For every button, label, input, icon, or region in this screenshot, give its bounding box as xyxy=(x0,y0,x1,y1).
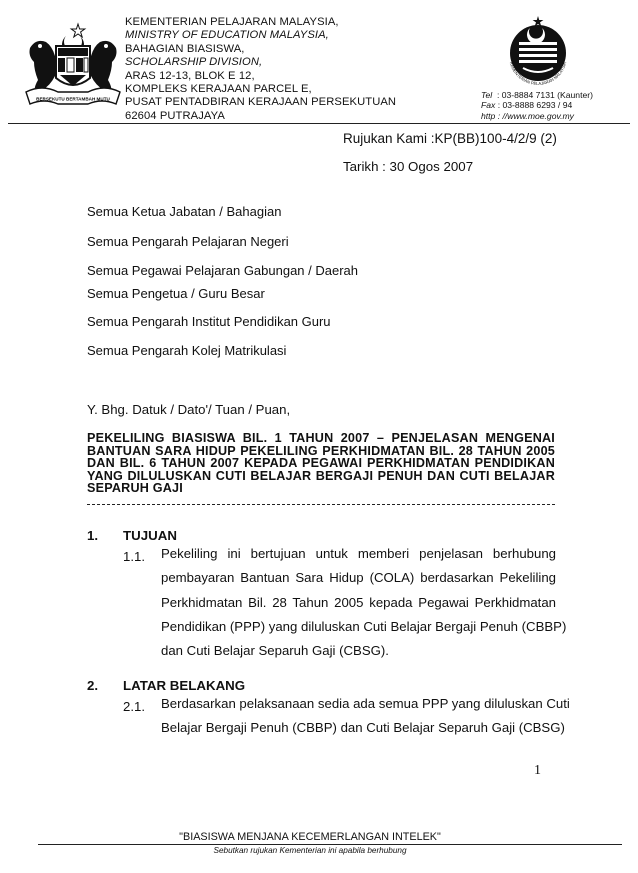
recipient-item: Semua Pegawai Pelajaran Gabungan / Daerah xyxy=(87,263,359,278)
paragraph-line: Belajar Bergaji Penuh (CBBP) dan Cuti Belajar Separuh Gaji (CBSG) xyxy=(161,720,565,736)
subject-line: SEPARUH GAJI xyxy=(87,481,183,496)
footer-motto: "BIASISWA MENJANA KECEMERLANGAN INTELEK" xyxy=(179,831,441,843)
subject-line: BANTUAN SARA HIDUP PEKELILING PERKHIDMATAN BIL. 28 TAHUN 2005 xyxy=(87,443,555,458)
http-label: http xyxy=(481,110,496,121)
address-line-2: KOMPLEKS KERAJAAN PARCEL E, xyxy=(125,83,312,96)
paragraph-line: Pekeliling ini bertujuan untuk memberi penjelasan berhubung xyxy=(161,546,556,561)
letter-date: Tarikh : 30 Ogos 2007 xyxy=(343,159,474,174)
footer-note: Sebutkan rujukan Kementerian ini apabila berhubung xyxy=(213,846,407,855)
subsection-number: 1.1. xyxy=(123,549,145,564)
fax-line xyxy=(481,100,631,110)
contact-block xyxy=(481,90,631,121)
logo-ring-text: KEMENTERIAN PELAJARAN MALAYSIA xyxy=(508,61,568,87)
paragraph-line: dan Cuti Belajar Separuh Gaji (CBSG). xyxy=(161,643,389,659)
ministry-name-ms: KEMENTERIAN PELAJARAN MALAYSIA, xyxy=(125,16,339,28)
subject-heading xyxy=(87,432,555,495)
paragraph-line: pembayaran Bantuan Sara Hidup (COLA) berdasarkan Pekeliling xyxy=(161,570,556,586)
http-line xyxy=(481,111,631,121)
subject-line: YANG DILULUSKAN CUTI BELAJAR BERGAJI PENUH DAN CUTI BELAJAR xyxy=(87,468,555,483)
crest-motto-text: BERSEKUTU BERTAMBAH MUTU xyxy=(36,96,110,102)
address-line-1: ARAS 12-13, BLOK E 12, xyxy=(125,69,255,82)
recipient-item: Semua Pengarah Kolej Matrikulasi xyxy=(87,343,287,358)
tel-label: Tel xyxy=(481,90,493,100)
section-paragraph xyxy=(161,692,570,741)
tel-line xyxy=(481,90,631,100)
section-title: TUJUAN xyxy=(123,528,177,543)
paragraph-line: Berdasarkan pelaksanaan sedia ada semua PPP yang diluluskan Cuti xyxy=(161,696,570,711)
recipient-item: Semua Pengarah Institut Pendidikan Guru xyxy=(87,314,331,329)
section-paragraph xyxy=(161,542,567,663)
recipient-item: Semua Pengetua / Guru Besar xyxy=(87,286,265,301)
subject-line: PEKELILING BIASISWA BIL. 1 TAHUN 2007 – PENJELASAN MENGENAI xyxy=(87,431,555,445)
recipient-item: Semua Ketua Jabatan / Bahagian xyxy=(87,204,282,219)
paragraph-line: Perkhidmatan Bil. 28 Tahun 2005 kepada Pegawai Perkhidmatan xyxy=(161,594,556,610)
division-name-ms: BAHAGIAN BIASISWA, xyxy=(125,42,245,55)
http-value: : //www.moe.gov.my xyxy=(497,110,574,121)
ministry-name-en: MINISTRY OF EDUCATION MALAYSIA, xyxy=(125,29,329,42)
tel-value: : 03-8884 7131 (Kaunter) xyxy=(496,90,593,100)
recipient-item: Semua Pengarah Pelajaran Negeri xyxy=(87,234,289,249)
paragraph-line: Pendidikan (PPP) yang diluluskan Cuti Belajar Bergaji Penuh (CBBP) xyxy=(161,618,567,634)
page-number: 1 xyxy=(534,763,541,778)
reference-number: Rujukan Kami :KP(BB)100-4/2/9 (2) xyxy=(343,131,557,146)
section-number: 2. xyxy=(87,678,99,693)
fax-label: Fax xyxy=(481,100,496,111)
division-name-en: SCHOLARSHIP DIVISION, xyxy=(125,56,263,69)
address-line-3: PUSAT PENTADBIRAN KERAJAAN PERSEKUTUAN xyxy=(125,96,397,109)
letterhead-address-block xyxy=(125,16,405,123)
subject-underline xyxy=(87,504,555,505)
section-title: LATAR BELAKANG xyxy=(123,678,246,693)
section-number: 1. xyxy=(87,528,99,543)
subsection-number: 2.1. xyxy=(123,699,145,714)
subject-line: DAN BIL. 6 TAHUN 2007 KEPADA PEGAWAI PERKHIDMATAN PENDIDIKAN xyxy=(87,456,555,471)
ministry-logo xyxy=(497,12,579,94)
header-divider xyxy=(8,123,630,124)
footer-divider xyxy=(38,844,622,845)
fax-value: : 03-8888 6293 / 94 xyxy=(497,100,573,111)
coat-of-arms-logo xyxy=(22,20,124,112)
address-line-4: 62604 PUTRAJAYA xyxy=(125,109,225,122)
salutation: Y. Bhg. Datuk / Dato'/ Tuan / Puan, xyxy=(87,402,291,417)
